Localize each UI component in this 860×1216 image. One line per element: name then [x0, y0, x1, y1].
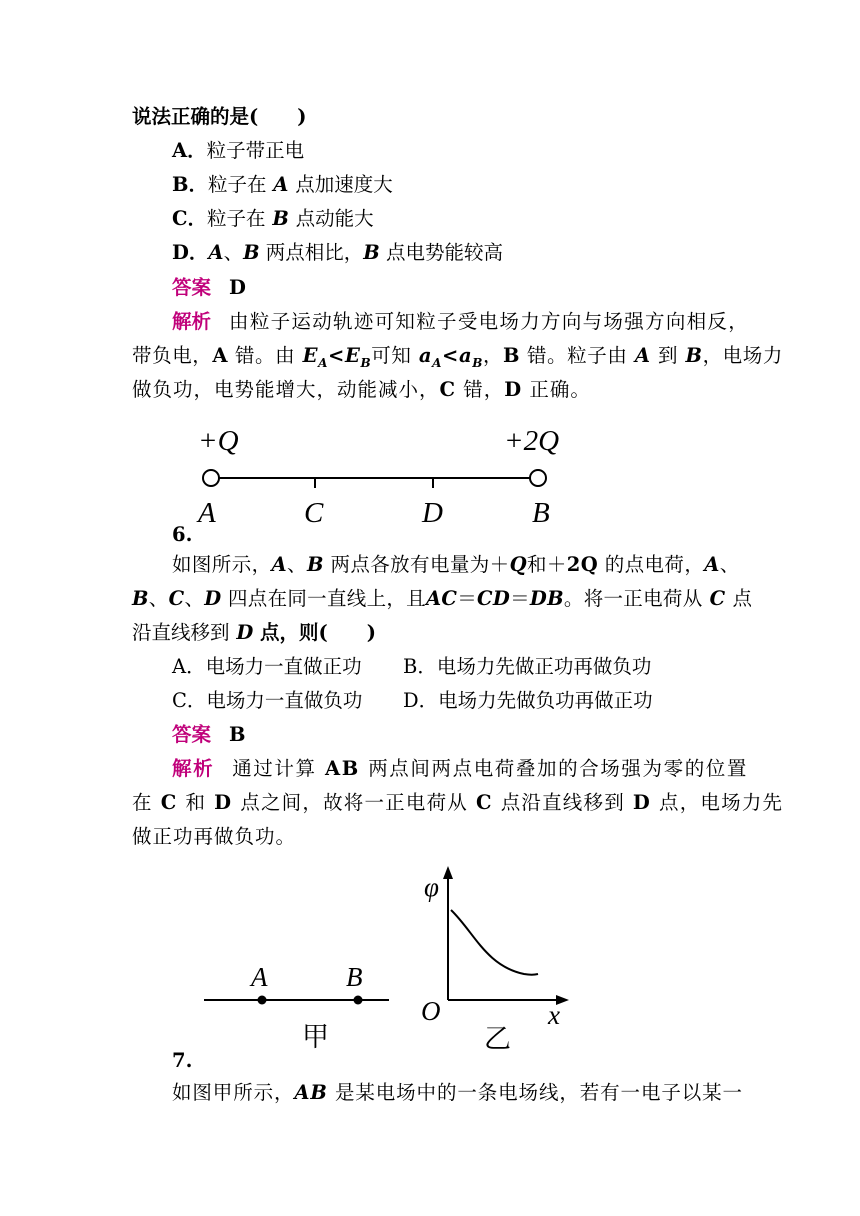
q6-stem-line1: 如图所示，A、B 两点各放有电量为＋Q和＋2Q 的点电荷，A、: [172, 553, 740, 576]
q7-origin: O: [421, 996, 441, 1026]
q6-analysis-line3: 做正功再做负功。: [132, 825, 297, 848]
q7-caption-right: 乙: [484, 1024, 511, 1054]
q6-charge-a: [203, 470, 219, 486]
q5-analysis-line1: 解析 由粒子运动轨迹可知粒子受电场力方向与场强方向相反，: [172, 310, 750, 333]
q6-stem-line3: 沿直线移到 D 点，则( ): [132, 621, 376, 644]
q7-figure: [186, 862, 586, 1058]
q6-option-b: B．电场力先做正功再做负功: [403, 655, 652, 678]
q7-y-label: φ: [424, 872, 439, 902]
q6-option-c: C．电场力一直做负功: [172, 689, 363, 712]
q7-label-a: A: [251, 962, 268, 992]
q5-analysis-line2: 带负电，A 错。由 $E_A<E_B$可知 $a_A<a_B$，B 错。粒子由 A 到 B，电场力: [132, 344, 783, 370]
q7-stem-line1: 如图甲所示，AB 是某电场中的一条电场线，若有一电子以某一: [172, 1081, 743, 1104]
q6-right-charge: +2Q: [504, 425, 560, 457]
q7-x-label: x: [548, 1000, 560, 1030]
q6-label-c: C: [304, 497, 324, 529]
q6-number: 6.: [172, 523, 193, 546]
q6-analysis-line2: 在 C 和 D 点之间，故将一正电荷从 C 点沿直线移到 D 点，电场力先: [132, 791, 784, 814]
q7-number: 7.: [172, 1049, 193, 1072]
q6-left-charge: +Q: [198, 425, 239, 457]
q6-label-a: A: [198, 497, 216, 529]
q6-label-d: D: [422, 497, 443, 529]
q6-charge-b: [530, 470, 546, 486]
q6-stem-line2: B、C、D 四点在同一直线上，且AC＝CD＝DB。将一正电荷从 C 点: [132, 587, 753, 610]
q6-label-b: B: [532, 497, 550, 529]
q7-y-axis-arrow: [443, 866, 453, 879]
q5-analysis-line3: 做负功，电势能增大，动能减小，C 错，D 正确。: [132, 378, 591, 401]
q6-answer: 答案 B: [172, 723, 246, 746]
q5-option-a: A．粒子带正电: [172, 139, 305, 162]
q6-option-d: D．电场力先做负功再做正功: [403, 689, 653, 712]
q7-caption-left: 甲: [302, 1022, 329, 1052]
q6-analysis-line1: 解析 通过计算 AB 两点间两点电荷叠加的合场强为零的位置: [172, 757, 749, 780]
q7-curve: [451, 910, 538, 975]
q5-stem-end: 说法正确的是( ): [132, 105, 307, 128]
q7-point-a: [258, 996, 267, 1005]
q7-label-b: B: [346, 962, 363, 992]
q5-option-b: B．粒子在 A 点加速度大: [172, 173, 393, 196]
q5-answer: 答案 D: [172, 276, 246, 299]
q6-figure: [186, 416, 576, 540]
q5-option-d: D．A、B 两点相比，B 点电势能较高: [172, 241, 503, 264]
q5-option-c: C．粒子在 B 点动能大: [172, 207, 374, 230]
q7-point-b: [354, 996, 363, 1005]
q6-option-a: A．电场力一直做正功: [172, 655, 362, 678]
